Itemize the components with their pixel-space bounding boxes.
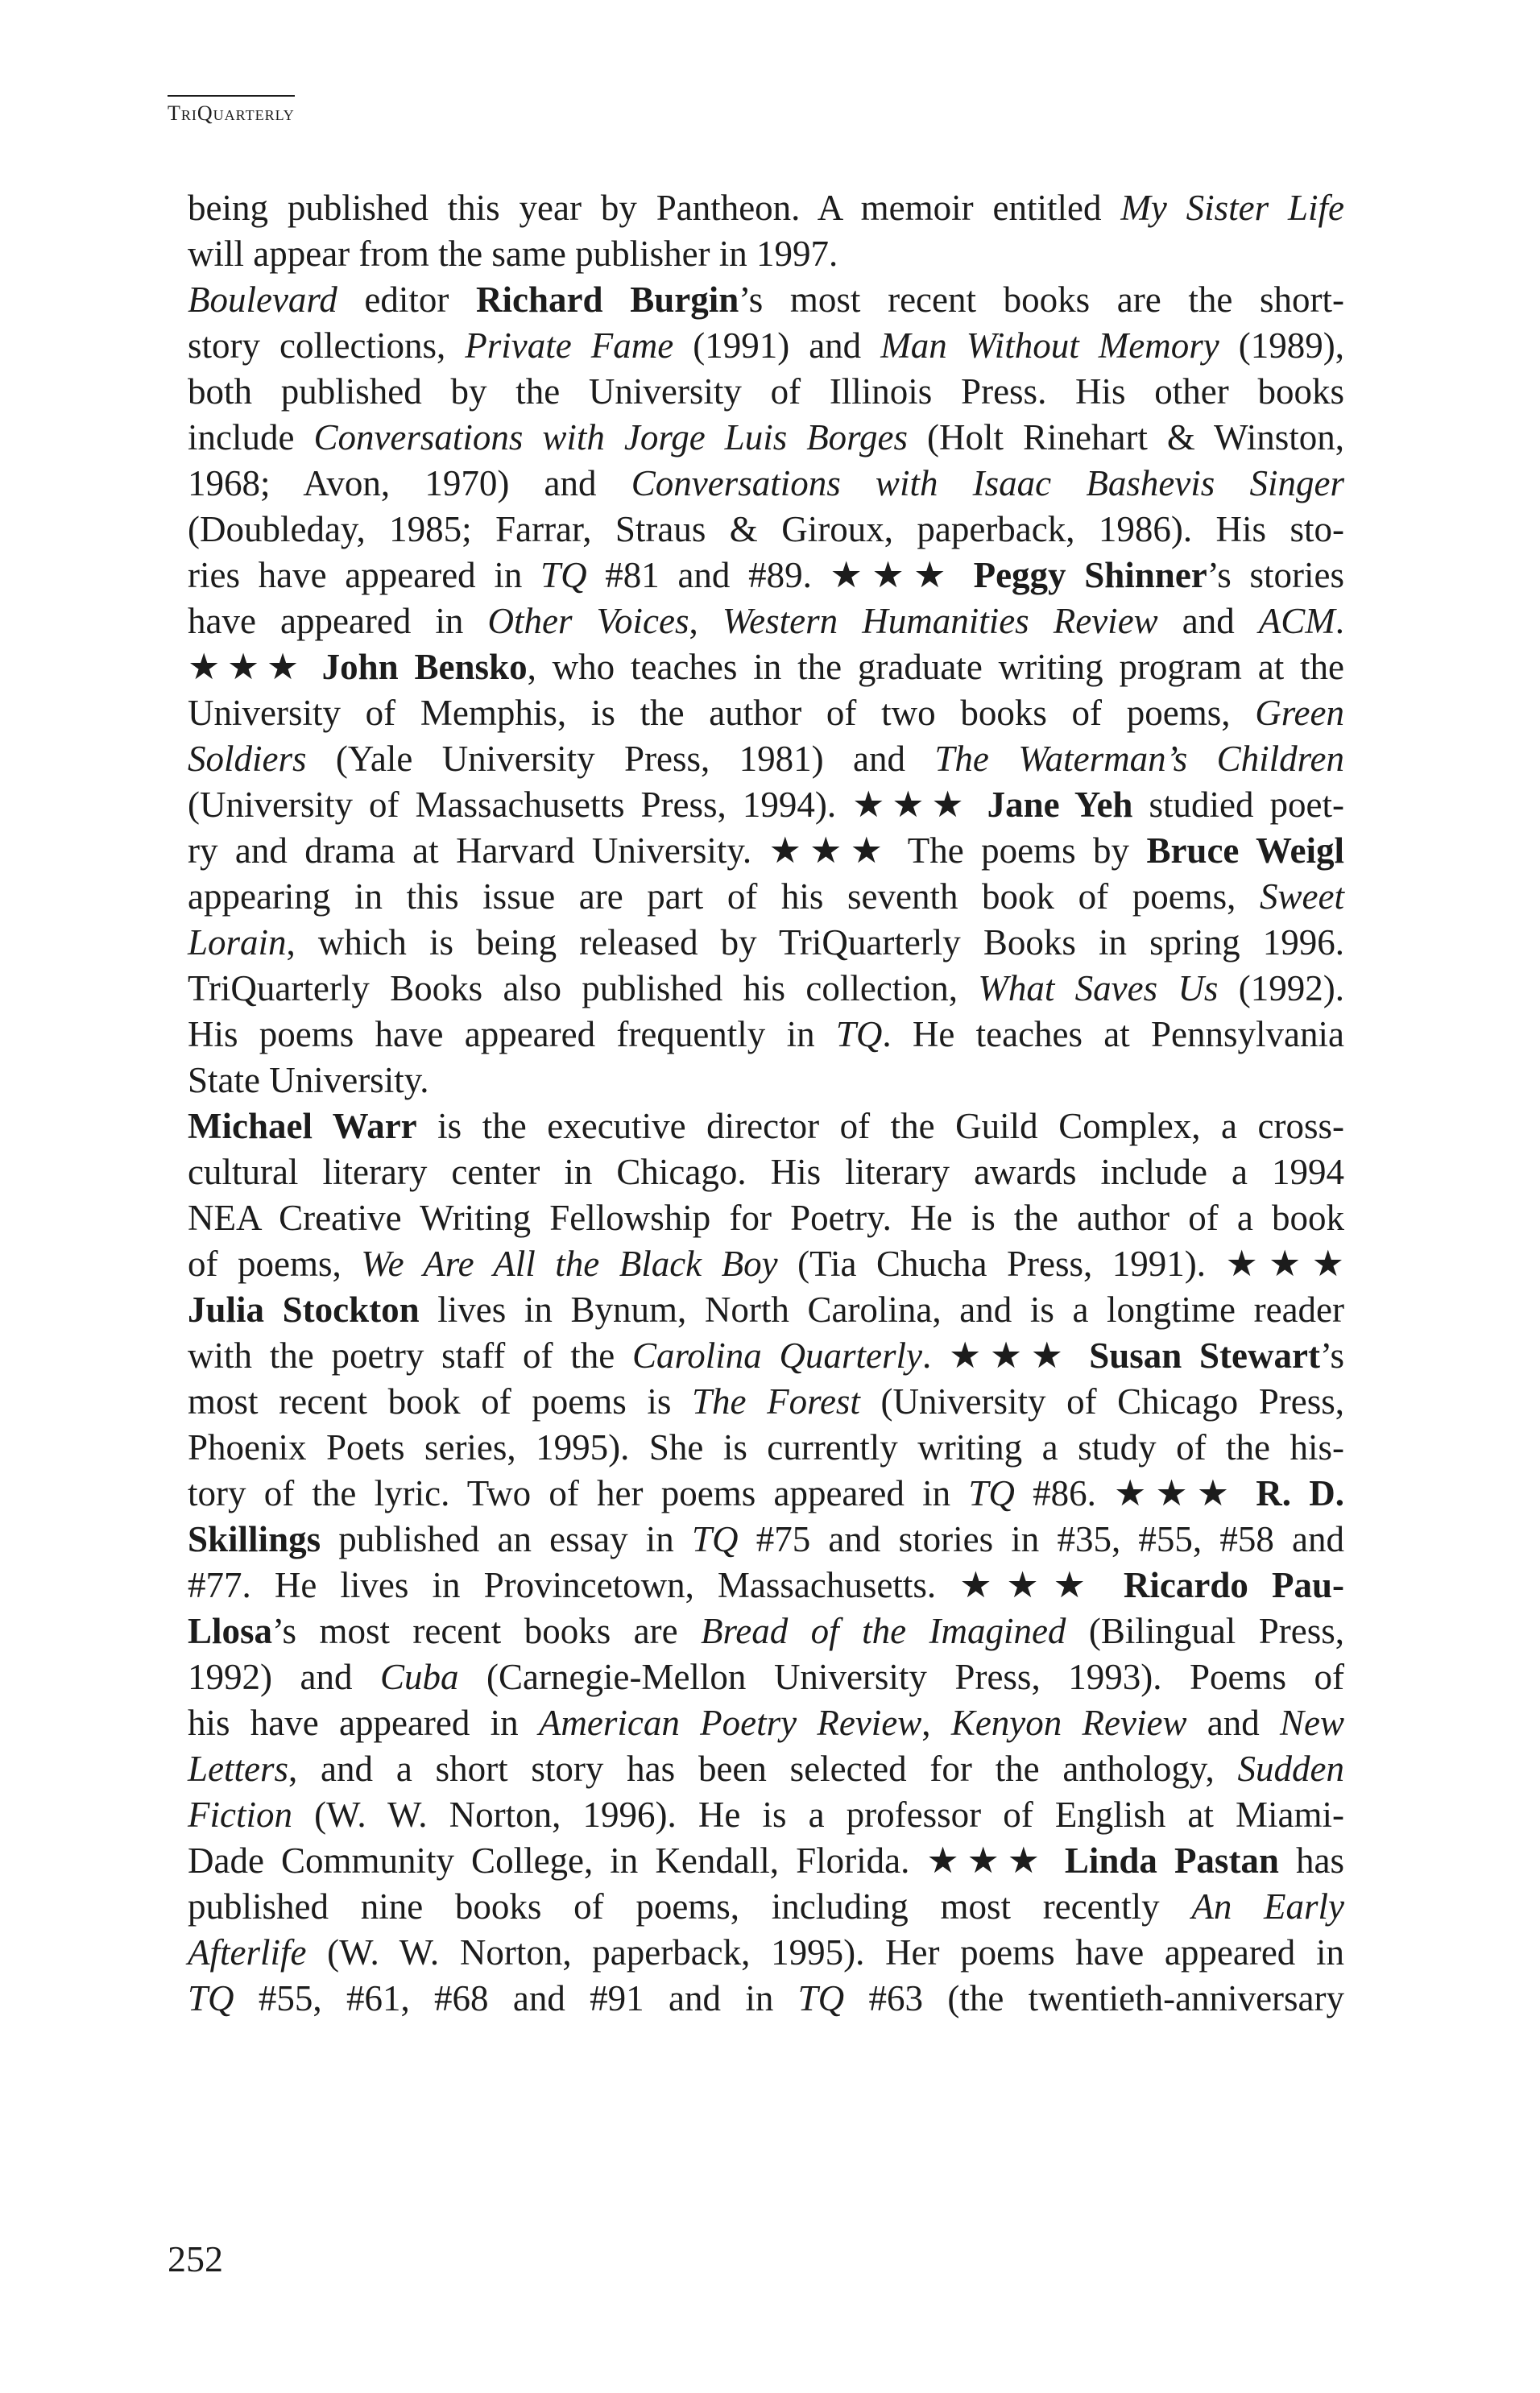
contributor-name: Jane Yeh [987, 785, 1133, 825]
text-run: is the executive director of the Guild Complex, a cross- [416, 1106, 1344, 1146]
text-run: (Bilingual Press, [1066, 1611, 1344, 1651]
text-run: . ★★★ [922, 1335, 1090, 1376]
text-run: , [921, 1703, 951, 1743]
title-italic: Sweet [1260, 876, 1344, 917]
text-run: (Holt Rinehart & Winston, [908, 417, 1344, 457]
text-line [188, 736, 1344, 782]
text-line [188, 231, 1344, 277]
text-line [188, 874, 1344, 920]
contributor-name: Ricardo Pau- [1123, 1565, 1344, 1605]
text-run: (W. W. Norton, 1996). He is a professor of English at Miami- [292, 1795, 1344, 1835]
text-run: #81 and #89. ★★★ [586, 555, 974, 595]
text-run: and [1157, 601, 1259, 641]
contributor-name: R. D. [1256, 1473, 1344, 1513]
text-line [188, 1058, 1344, 1103]
title-italic: Other Voices [487, 601, 689, 641]
text-line [188, 461, 1344, 507]
title-italic: Conversations with Jorge Luis Borges [313, 417, 909, 457]
contributor-name: Michael Warr [188, 1106, 417, 1146]
title-italic: What Saves Us [978, 968, 1219, 1008]
text-line [188, 1195, 1344, 1241]
text-line [188, 1746, 1344, 1792]
text-line [188, 1425, 1344, 1471]
text-run: (University of Chicago Press, [859, 1381, 1344, 1422]
text-line [188, 1792, 1344, 1838]
title-italic: Boulevard [188, 279, 337, 320]
text-line [188, 1976, 1344, 2022]
text-run: (University of Massachusetts Press, 1994). ★★★ [188, 785, 987, 825]
text-line [188, 644, 1344, 690]
text-run: , [689, 601, 722, 641]
text-run: #77. He lives in Provincetown, Massachusetts. ★★★ [188, 1565, 1124, 1605]
text-line [188, 1930, 1344, 1976]
text-line [188, 1838, 1344, 1884]
text-run: ’s [1319, 1335, 1344, 1376]
text-run: Dade Community College, in Kendall, Florida. ★★★ [188, 1840, 1065, 1881]
text-run: has [1278, 1840, 1344, 1881]
text-run: his have appeared in [188, 1703, 539, 1743]
text-run: , who teaches in the graduate writing program at the [527, 647, 1345, 687]
text-line [188, 1287, 1344, 1333]
text-run: lives in Bynum, North Carolina, and is a longtime reader [419, 1290, 1345, 1330]
text-line [188, 1884, 1344, 1930]
text-run: (W. W. Norton, paperback, 1995). Her poems have appeared in [306, 1932, 1344, 1973]
contributor-name: Susan Stewart [1089, 1335, 1320, 1376]
title-italic: Sudden [1237, 1749, 1344, 1789]
text-run: (1991) and [673, 325, 881, 366]
title-italic: Letters [188, 1749, 289, 1789]
text-run: TriQuarterly Books also published his collection, [188, 968, 979, 1008]
text-run: #86. ★★★ [1014, 1473, 1256, 1513]
text-run: University of Memphis, is the author of two books of poems, [188, 693, 1256, 733]
text-run: 1992) and [188, 1657, 380, 1697]
text-run: with the poetry staff of the [188, 1335, 632, 1376]
title-italic: Fiction [188, 1795, 292, 1835]
text-line [188, 1149, 1344, 1195]
contributor-name: Skillings [188, 1519, 321, 1559]
text-run: tory of the lyric. Two of her poems appeared in [188, 1473, 969, 1513]
text-run: published an essay in [321, 1519, 693, 1559]
text-run: being published this year by Pantheon. A memoir entitled [188, 188, 1121, 228]
text-line [188, 920, 1344, 966]
text-run: appearing in this issue are part of his seventh book of poems, [188, 876, 1261, 917]
title-italic: Man Without Memory [880, 325, 1219, 366]
text-line [188, 1012, 1344, 1058]
text-line [188, 1103, 1344, 1149]
text-run: have appeared in [188, 601, 488, 641]
text-run: most recent book of poems is [188, 1381, 693, 1422]
text-run: (1989), [1219, 325, 1344, 366]
title-italic: Lorain [188, 922, 287, 963]
text-line [188, 1471, 1344, 1517]
contributor-name: Peggy Shinner [973, 555, 1207, 595]
title-italic: Bread of the Imagined [700, 1611, 1066, 1651]
title-italic: Kenyon Review [950, 1703, 1187, 1743]
title-italic: TQ [188, 1978, 234, 2018]
title-italic: Western Humanities Review [722, 601, 1158, 641]
contributor-name: Linda Pastan [1064, 1840, 1279, 1881]
text-run: ’s most recent books are the short- [739, 279, 1344, 320]
title-italic: The Waterman’s Children [934, 739, 1344, 779]
text-run: both published by the University of Illinois Press. His other books [188, 371, 1344, 412]
text-line [188, 553, 1344, 598]
text-line [188, 277, 1344, 323]
text-run: cultural literary center in Chicago. His literary awards include a 1994 [188, 1152, 1344, 1192]
text-line [188, 1563, 1344, 1608]
text-line [188, 966, 1344, 1012]
text-line [188, 1379, 1344, 1425]
text-run: (Doubleday, 1985; Farrar, Straus & Giroux, paperback, 1986). His sto- [188, 509, 1344, 549]
text-run: published nine books of poems, including most recently [188, 1886, 1192, 1927]
text-line [188, 415, 1344, 461]
text-run: ’s most recent books are [272, 1611, 701, 1651]
title-italic: Private Fame [465, 325, 674, 366]
text-run: His poems have appeared frequently in [188, 1014, 836, 1054]
text-line [188, 369, 1344, 415]
text-run: #75 and stories in #35, #55, #58 and [738, 1519, 1345, 1559]
title-italic: Afterlife [188, 1932, 307, 1973]
text-line [188, 690, 1344, 736]
text-line [188, 1333, 1344, 1379]
text-run: will appear from the same publisher in 1997. [188, 234, 838, 274]
text-line [188, 782, 1344, 828]
title-italic: TQ [692, 1519, 739, 1559]
text-line [188, 1654, 1344, 1700]
text-run: (Tia Chucha Press, 1991). ★★★ [777, 1244, 1344, 1284]
title-italic: TQ [797, 1978, 845, 2018]
contributor-name: Llosa [188, 1611, 273, 1651]
text-line [188, 185, 1344, 231]
text-run: . [1335, 601, 1345, 641]
text-run: and [1186, 1703, 1280, 1743]
title-italic: Cuba [380, 1657, 459, 1697]
title-italic: The Forest [692, 1381, 860, 1422]
text-run: Phoenix Poets series, 1995). She is currently writing a study of the his- [188, 1427, 1344, 1468]
text-line [188, 828, 1344, 874]
text-line [188, 1700, 1344, 1746]
text-run: editor [337, 279, 477, 320]
title-italic: Conversations with Isaac Bashevis Singer [631, 463, 1344, 503]
text-run: (1992). [1218, 968, 1344, 1008]
text-run: . He teaches at Pennsylvania [882, 1014, 1344, 1054]
text-run: #55, #61, #68 and #91 and in [234, 1978, 798, 2018]
title-italic: Soldiers [188, 739, 307, 779]
text-run: #63 (the twentieth-anniversary [844, 1978, 1344, 2018]
text-line [188, 598, 1344, 644]
contributors-notes-text [188, 185, 1344, 2022]
text-run: State University. [188, 1060, 429, 1100]
title-italic: TQ [835, 1014, 883, 1054]
text-line [188, 1517, 1344, 1563]
title-italic: Green [1255, 693, 1344, 733]
text-run: of poems, [188, 1244, 362, 1284]
text-line [188, 1608, 1344, 1654]
title-italic: My Sister Life [1120, 188, 1345, 228]
contributor-name: Julia Stockton [188, 1290, 420, 1330]
text-line [188, 507, 1344, 553]
title-italic: TQ [540, 555, 587, 595]
title-italic: TQ [968, 1473, 1015, 1513]
text-run: include [188, 417, 314, 457]
text-run: 1968; Avon, 1970) and [188, 463, 631, 503]
running-head: TriQuarterly [168, 95, 295, 126]
text-run: NEA Creative Writing Fellowship for Poetry. He is the author of a book [188, 1198, 1344, 1238]
contributor-name: John Bensko [321, 647, 528, 687]
text-run: ’s stories [1207, 555, 1344, 595]
title-italic: ACM [1258, 601, 1335, 641]
contributor-name: Richard Burgin [476, 279, 739, 320]
title-italic: New [1279, 1703, 1344, 1743]
title-italic: We Are All the Black Boy [361, 1244, 778, 1284]
text-run: (Carnegie-Mellon University Press, 1993). Poems of [458, 1657, 1344, 1697]
contributor-name: Bruce Weigl [1146, 830, 1344, 871]
text-run: ry and drama at Harvard University. ★★★ The poems by [188, 830, 1147, 871]
text-run: studied poet- [1132, 785, 1344, 825]
title-italic: American Poetry Review [538, 1703, 922, 1743]
text-run: , and a short story has been selected for the anthology, [288, 1749, 1238, 1789]
title-italic: Carolina Quarterly [631, 1335, 923, 1376]
text-line [188, 1241, 1344, 1287]
text-run: ries have appeared in [188, 555, 541, 595]
text-run: , which is being released by TriQuarterly Books in spring 1996. [286, 922, 1344, 963]
title-italic: An Early [1191, 1886, 1345, 1927]
text-run: story collections, [188, 325, 466, 366]
page-number: 252 [168, 2238, 223, 2279]
text-run: (Yale University Press, 1981) and [306, 739, 935, 779]
text-run: ★★★ [188, 647, 322, 687]
text-line [188, 323, 1344, 369]
